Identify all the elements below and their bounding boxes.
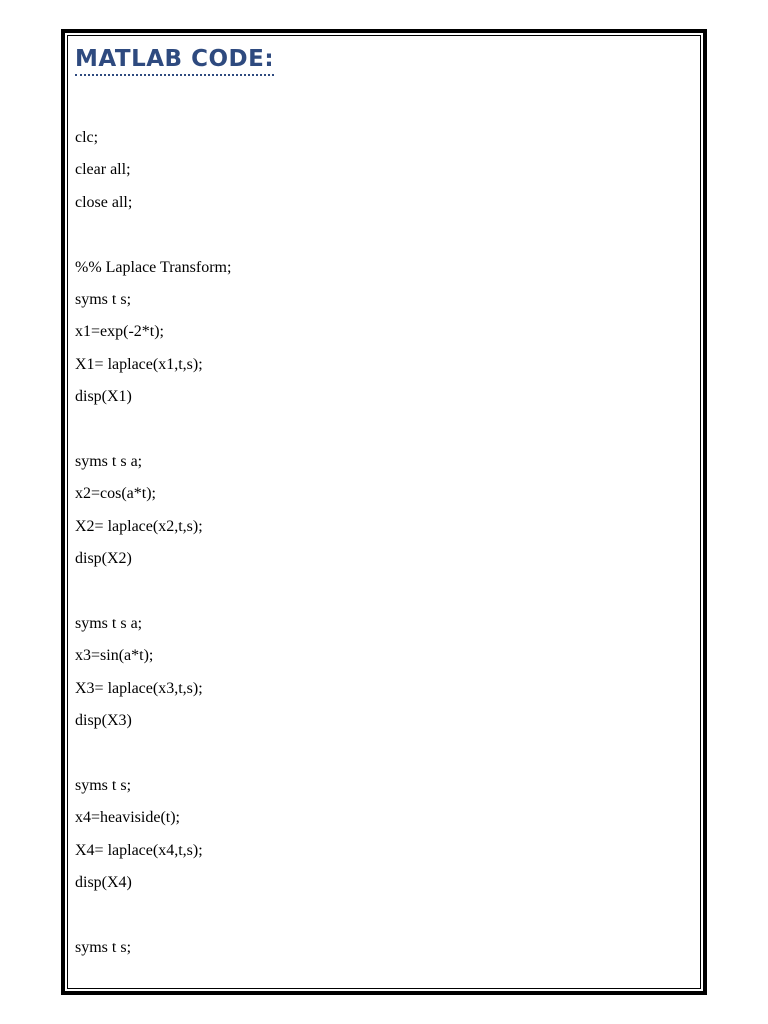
code-line: [75, 414, 231, 446]
code-line: [75, 899, 231, 931]
code-line: clc;: [75, 129, 99, 146]
code-line: disp(X2): [75, 550, 132, 568]
code-line: x1=exp(-2*t);: [75, 323, 164, 341]
code-line: disp(X4): [75, 873, 132, 891]
section-heading: MATLAB CODE:: [75, 47, 274, 76]
code-line: X3= laplace(x3,t,s);: [75, 679, 203, 697]
code-line: [75, 219, 231, 251]
code-line: syms t s a;: [75, 614, 143, 632]
code-line: X2= laplace(x2,t,s);: [75, 517, 203, 535]
code-line: [75, 575, 231, 607]
code-line: syms t s;: [75, 776, 132, 794]
code-line: x4=heaviside(t);: [75, 809, 180, 827]
code-line: [75, 737, 231, 769]
code-line: disp(X1): [75, 388, 132, 406]
code-line: x3=sin(a*t);: [75, 647, 154, 665]
code-line: disp(X3): [75, 712, 132, 730]
code-listing: [75, 122, 231, 964]
code-line: %% Laplace Transform;: [75, 258, 232, 276]
code-line: X1= laplace(x1,t,s);: [75, 355, 203, 373]
code-line: x2=cos(a*t);: [75, 485, 156, 503]
code-line: X4= laplace(x4,t,s);: [75, 841, 203, 859]
code-line: clear all;: [75, 161, 131, 179]
code-line: syms t s a;: [75, 452, 143, 470]
code-line: syms t s;: [75, 938, 132, 956]
code-line: syms t s;: [75, 290, 132, 308]
code-line: close all;: [75, 193, 133, 211]
